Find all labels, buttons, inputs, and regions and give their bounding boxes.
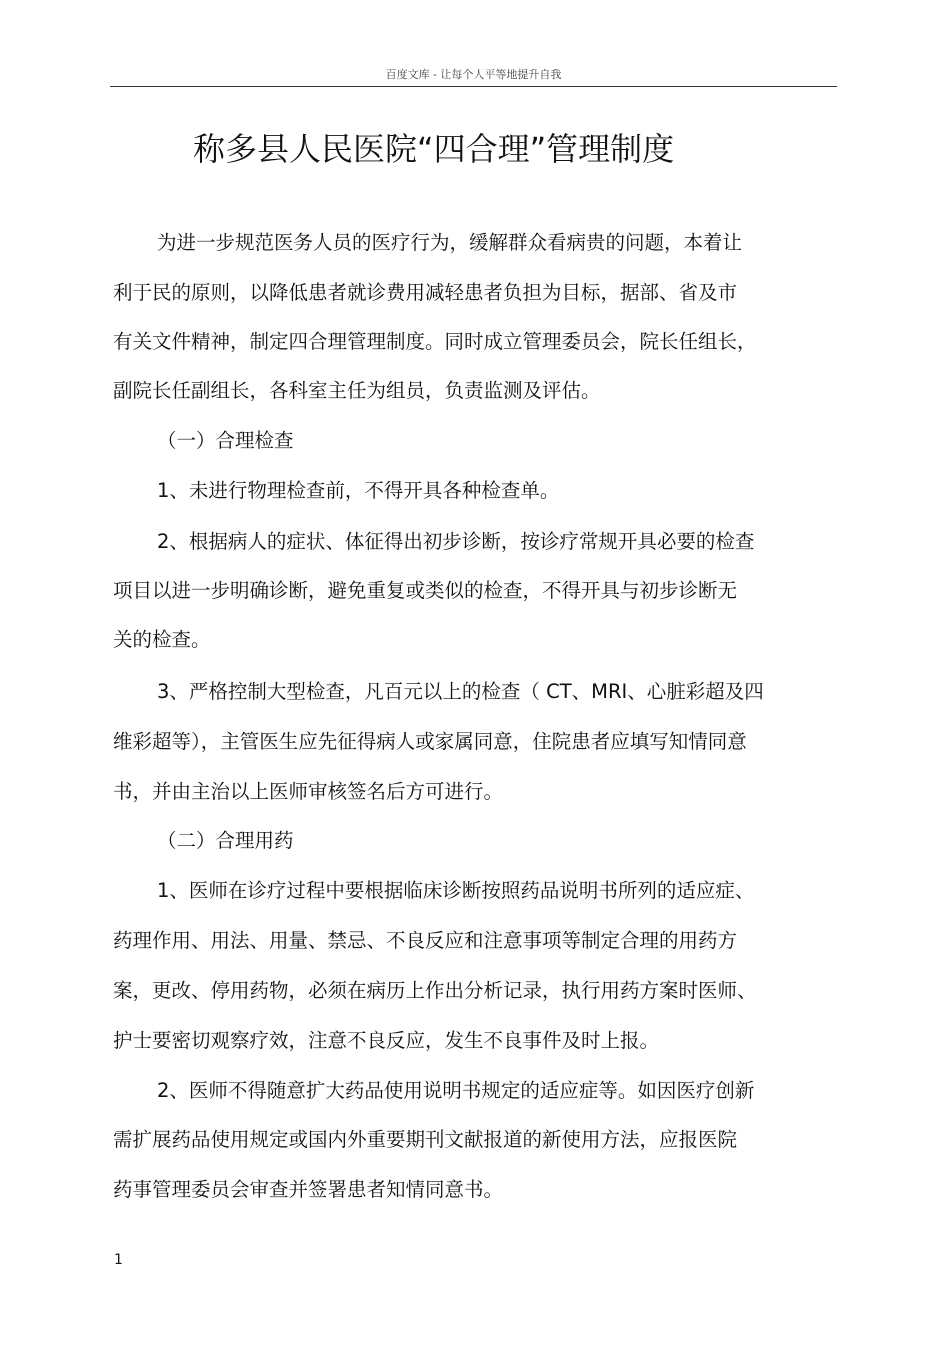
header-divider — [110, 86, 837, 87]
paragraph-line: 为进一步规范医务人员的医疗行为，缓解群众看病贵的问题，本着让 — [157, 231, 743, 254]
paragraph-line: 护士要密切观察疗效，注意不良反应，发生不良事件及时上报。 — [113, 1029, 660, 1052]
paragraph-line: 利于民的原则，以降低患者就诊费用减轻患者负担为目标，据部、省及市 — [113, 281, 738, 304]
paragraph-line: 药理作用、用法、用量、禁忌、不良反应和注意事项等制定合理的用药方 — [113, 929, 738, 952]
paragraph-line: 1、医师在诊疗过程中要根据临床诊断按照药品说明书所列的适应症、 — [157, 879, 755, 902]
page-header: 百度文库 - 让每个人平等地提升自我 — [385, 68, 562, 81]
paragraph-line: 1、未进行物理检查前，不得开具各种检查单。 — [157, 479, 560, 502]
paragraph-line: 药事管理委员会审查并签署患者知情同意书。 — [113, 1178, 504, 1201]
paragraph-line: 项目以进一步明确诊断，避免重复或类似的检查，不得开具与初步诊断无 — [113, 579, 738, 602]
page-number: 1 — [114, 1252, 123, 1268]
paragraph-line: 2、医师不得随意扩大药品使用说明书规定的适应症等。如因医疗创新 — [157, 1079, 755, 1102]
paragraph-line: 书，并由主治以上医师审核签名后方可进行。 — [113, 780, 504, 803]
paragraph-line: 副院长任副组长，各科室主任为组员，负责监测及评估。 — [113, 379, 601, 402]
paragraph-line: 3、严格控制大型检查，凡百元以上的检查（ CT、MRI、心脏彩超及四 — [157, 680, 764, 703]
paragraph-line: 2、根据病人的症状、体征得出初步诊断，按诊疗常规开具必要的检查 — [157, 530, 755, 553]
paragraph-line: 案，更改、停用药物，必须在病历上作出分析记录，执行用药方案时医师、 — [113, 979, 757, 1002]
section-heading: （一）合理检查 — [157, 429, 294, 452]
paragraph-line: 需扩展药品使用规定或国内外重要期刊文献报道的新使用方法，应报医院 — [113, 1128, 738, 1151]
section-heading: （二）合理用药 — [157, 829, 294, 852]
paragraph-line: 关的检查。 — [113, 628, 211, 651]
paragraph-line: 有关文件精神，制定四合理管理制度。同时成立管理委员会，院长任组长， — [113, 330, 757, 353]
paragraph-line: 维彩超等），主管医生应先征得病人或家属同意，住院患者应填写知情同意 — [113, 730, 747, 753]
document-title: 称多县人民医院“四合理”管理制度 — [193, 130, 675, 168]
